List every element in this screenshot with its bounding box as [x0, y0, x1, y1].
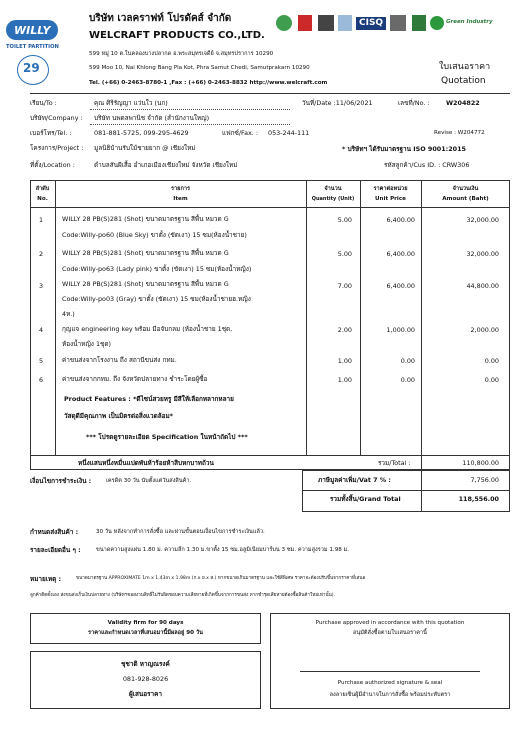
row-unit-price: 0.00 — [400, 376, 415, 384]
header-qty-th: จำนวน — [324, 186, 342, 192]
row-item-line: Code:Willy-po63 (Lady pink) ขาตั้ง (ขัดเงา) 15 ซม(ห้องน้ำหญิง) — [62, 265, 252, 273]
location-value: ตำบลสันผีเสื้อ อำเภอเมืองเชียงใหม่ จังหวัด เชียงใหม่ — [94, 161, 238, 169]
to-label: เรียน/To : — [30, 99, 57, 107]
payment-terms-label: เงื่อนไขการชำระเงิน : — [30, 477, 92, 485]
row-amount: 0.00 — [484, 376, 499, 384]
header-amount-th: จำนวนเงิน — [452, 186, 479, 192]
row-qty: 1.00 — [337, 376, 352, 384]
customer-id: รหัสลูกค้า/Cus ID. : CRW306 — [384, 161, 470, 169]
note-line: ขนาดมาตรฐาน APPROXIMATE 1m x 1.43m x 1.98m (ก.x ย.x ส.) หากขนาดเกินมาตรฐาน และใช้สีพิเศษ ราคาจะต้องปรับขึ้นจากราคาที่เสนอ — [76, 576, 366, 581]
row-item-line: ค่าขนส่งจากโรงงาน ถึง สถานีขนส่ง กทม. — [62, 356, 177, 364]
salesperson-name: ชุชาติ หาญณรงค์ — [121, 660, 170, 668]
col-divider — [421, 180, 422, 470]
date-label: วันที่/Date :11/06/2021 — [302, 99, 373, 107]
row-no: 1 — [39, 216, 44, 224]
row-item-line: Code:Willy-po03 (Gray) ขาตั้ง (ขัดเงา) 15 ซม(ห้องน้ำชายฮ.หญิง — [62, 295, 251, 303]
company-address-en: 599 Moo 10, Nai Khlong Bang Pla Kot, Phra Samut Chedi, Samutprakarn 10290 — [89, 65, 310, 71]
quotation-number: W204822 — [446, 99, 480, 107]
delivery-value: 30 วัน หลังจากทำการสั่งซื้อ และผ่านขั้นตอนเงื่อนไขการชำระเงินแล้ว. — [96, 529, 265, 535]
header-item-en: Item — [173, 196, 188, 202]
signature-text — [270, 677, 510, 701]
total-label: รวม/Total : — [378, 459, 411, 467]
row-item-line: ค่าขนส่งจากกทม. ถึง จังหวัดปลายทาง ชำระโดยผู้ซื้อ — [62, 375, 208, 383]
iso-note: * บริษัทฯ ได้รับมาตรฐาน ISO 9001:2015 — [342, 145, 467, 153]
header-unit-price — [360, 184, 421, 204]
row-no: 3 — [39, 282, 44, 290]
vat-value: 7,756.00 — [470, 476, 499, 484]
header-no-th: ลำดับ — [35, 186, 50, 192]
product-features: วัสดุดีมีคุณภาพ เป็นมิตรต่อสิ่งแวดล้อม* — [64, 412, 174, 420]
cisq-logo: CISQ — [356, 17, 386, 30]
row-no: 4 — [39, 326, 44, 334]
logo-subtitle: TOILET PARTITION — [6, 44, 59, 50]
green-industry-label: Green Industry — [446, 19, 493, 25]
validity-text — [30, 618, 261, 638]
fax-value: 053-244-111 — [268, 129, 310, 137]
company-name-en: WELCRAFT PRODUCTS CO.,LTD. — [89, 30, 265, 41]
cert-badge-icon — [390, 15, 406, 31]
row-item-line: 4ห.) — [62, 310, 75, 318]
cert-badge-icon — [276, 15, 292, 31]
row-unit-price: 1,000.00 — [386, 326, 415, 334]
header-item-th: รายการ — [171, 186, 190, 192]
amount-words-divider — [30, 455, 510, 456]
row-item-line: WILLY 28 PB(S)281 (Shot) ขนาดมาตรฐาน สีพื้น หมวด G — [62, 280, 229, 288]
product-features: Product Features : *ดีไซน์สวยหรู มีสีให้เลือกหลากหลาย — [64, 395, 234, 403]
header-no — [30, 184, 55, 204]
company-dotline — [90, 124, 290, 125]
amount-in-words: หนึ่งแสนหนึ่งหมื่นแปดพันห้าร้อยห้าสิบหกบาทถ้วน — [78, 459, 214, 467]
grand-total-value: 118,556.00 — [458, 495, 499, 503]
signature-en: Purchase authorized signature & seal — [337, 680, 443, 686]
cert-badge-icon — [338, 15, 352, 31]
cert-badge-icon — [298, 15, 312, 31]
fax-label: แฟกซ์/Fax. : — [222, 129, 259, 137]
company-contact: Tel. (+66) 0-2463-8780-1 ,Fax : (+66) 0-2463-8832 http://www.welcraft.com — [89, 80, 328, 86]
no-label: เลขที่/No. : — [398, 99, 430, 107]
row-amount: 32,000.00 — [466, 250, 499, 258]
header-divider — [30, 93, 510, 94]
revise-number: Revise : W204772 — [434, 130, 485, 136]
row-amount: 32,000.00 — [466, 216, 499, 224]
approval-en: Purchase approved in accordance with this quotation — [315, 620, 465, 626]
row-item-line: WILLY 28 PB(S)281 (Shot) ขนาดมาตรฐาน สีพื้น หมวด G — [62, 215, 229, 223]
validity-en: Validity firm for 90 days — [107, 620, 184, 626]
project-value: มูลนิธิบ้านรับใม้ชายยาก @ เชียงใหม่ — [94, 144, 196, 152]
doc-title-th: ใบเสนอราคา — [439, 62, 491, 72]
to-dotline — [90, 109, 290, 110]
total-value: 110,800.00 — [462, 459, 499, 467]
note-line: ลูกค้าติดตั้งเอง ส่งขนส่งเก็บเงินปลายทาง (บริษัทฯขอสงวนสิทธิ์ไม่รับผิดชอบความเสียหายที่เกิดขึ้นจากการขนส่ง หากชำรุดเสียหายต้องซื้อสินค้าใหม่เท่านั้น). — [30, 593, 335, 598]
payment-terms-value: เครดิต 30 วัน นับตั้งแต่วันส่งสินค้า. — [106, 478, 192, 484]
row-amount: 44,800.00 — [466, 282, 499, 290]
salesperson-title: ผู้เสนอราคา — [129, 690, 162, 698]
row-no: 2 — [39, 250, 44, 258]
logo-text: WILLY — [14, 24, 51, 37]
location-label: ที่ตั้ง/Location : — [30, 161, 75, 169]
header-qty-en: Quantity (Unit) — [311, 196, 355, 202]
grand-total-label: รวมทั้งสิ้น/Grand Total — [330, 495, 401, 503]
company-value: บริษัท นพดลพานิช จำกัด (สำนักงานใหญ่) — [94, 114, 210, 122]
cert-badge-icon — [412, 15, 426, 31]
validity-th: ราคาและกำหนดเวลาที่เสนอมานี้มีผลอยู่ 90 วัน — [88, 630, 203, 636]
approval-th: อนุมัติสั่งซื้อตามใบเสนอราคานี้ — [353, 630, 427, 636]
green-industry-icon — [430, 16, 444, 30]
company-label: บริษัท/Company : — [30, 114, 83, 122]
table-header-divider — [30, 207, 510, 208]
header-amount-en: Amount (Baht) — [442, 196, 489, 202]
tel-value: 081-881-5725, 099-295-4629 — [94, 129, 189, 137]
row-unit-price: 0.00 — [400, 357, 415, 365]
row-item-line: ห้องน้ำหญิง 1ชุด) — [62, 340, 111, 348]
details-label: รายละเอียดอื่น ๆ : — [30, 546, 81, 554]
to-value: คุณ ศิริรัญญา แว่นใว (นก) — [94, 99, 168, 107]
vat-divider — [302, 490, 510, 491]
row-qty: 5.00 — [337, 250, 352, 258]
cert-badge-icon — [318, 15, 334, 31]
header-unit-th: ราคาต่อหน่วย — [373, 186, 408, 192]
row-qty: 5.00 — [337, 216, 352, 224]
vat-label: ภาษีมูลค่าเพิ่ม/Vat 7 % : — [318, 476, 391, 484]
row-qty: 1.00 — [337, 357, 352, 365]
tel-label: เบอร์โทร/Tel. : — [30, 129, 72, 137]
header-amount — [421, 184, 510, 204]
header-item — [55, 184, 306, 204]
doc-title-en: Quotation — [441, 76, 486, 86]
note-label: หมายเหตุ : — [30, 575, 62, 583]
header-unit-en: Unit Price — [375, 196, 406, 202]
details-value: ขนาดความสูงแผ่น 1.80 ม. ความลึก 1.30 ม.ขาตั้ง 15 ซม.อลูมิเนียมบาร์บน 3 ซม. ความสูงรวม 1.98 ม. — [96, 547, 350, 553]
row-amount: 2,000.00 — [470, 326, 499, 334]
row-no: 5 — [39, 357, 44, 365]
row-item-line: WILLY 28 PB(S)281 (Shot) ขนาดมาตรฐาน สีพื้น หมวด G — [62, 249, 229, 257]
company-address-th: 599 หมู่ 10 ต.ในคลองบางปลากด อ.พระสมุทรเจดีย์ จ.สมุทรปราการ 10290 — [89, 51, 274, 57]
header-no-en: No. — [37, 196, 48, 202]
col-divider — [55, 180, 56, 455]
header-qty — [306, 184, 360, 204]
spec-note: *** โปรดดูรายละเอียด Specification ในหน้าถัดไป *** — [86, 433, 248, 441]
row-unit-price: 6,400.00 — [386, 282, 415, 290]
salesperson-phone: 081-928-8026 — [122, 675, 169, 683]
row-unit-price: 6,400.00 — [386, 250, 415, 258]
project-label: โครงการ/Project : — [30, 144, 84, 152]
company-name-th: บริษัท เวลคราฟท์ โปรดัคส์ จำกัด — [89, 13, 232, 24]
row-qty: 7.00 — [337, 282, 352, 290]
anniversary-years: 29 — [23, 61, 40, 75]
salesperson-text — [30, 657, 261, 702]
certification-logos — [272, 14, 510, 36]
row-item-line: กุญแจ engineering key พร้อม มือจับกลม (ห้องน้ำชาย 1ชุด, — [62, 325, 233, 333]
row-no: 6 — [39, 376, 44, 384]
signature-th: ลงลายเซ็นผู้มีอำนาจในการสั่งซื้อ พร้อมประทับตรา — [329, 692, 451, 698]
row-unit-price: 6,400.00 — [386, 216, 415, 224]
delivery-label: กำหนดส่งสินค้า : — [30, 528, 79, 536]
row-qty: 2.00 — [337, 326, 352, 334]
row-amount: 0.00 — [484, 357, 499, 365]
signature-line — [300, 671, 480, 672]
approval-text — [270, 618, 510, 638]
row-item-line: Code:Willy-po60 (Blue Sky) ขาตั้ง (ขัดเงา) 15 ซม(ห้องน้ำชาย) — [62, 231, 247, 239]
